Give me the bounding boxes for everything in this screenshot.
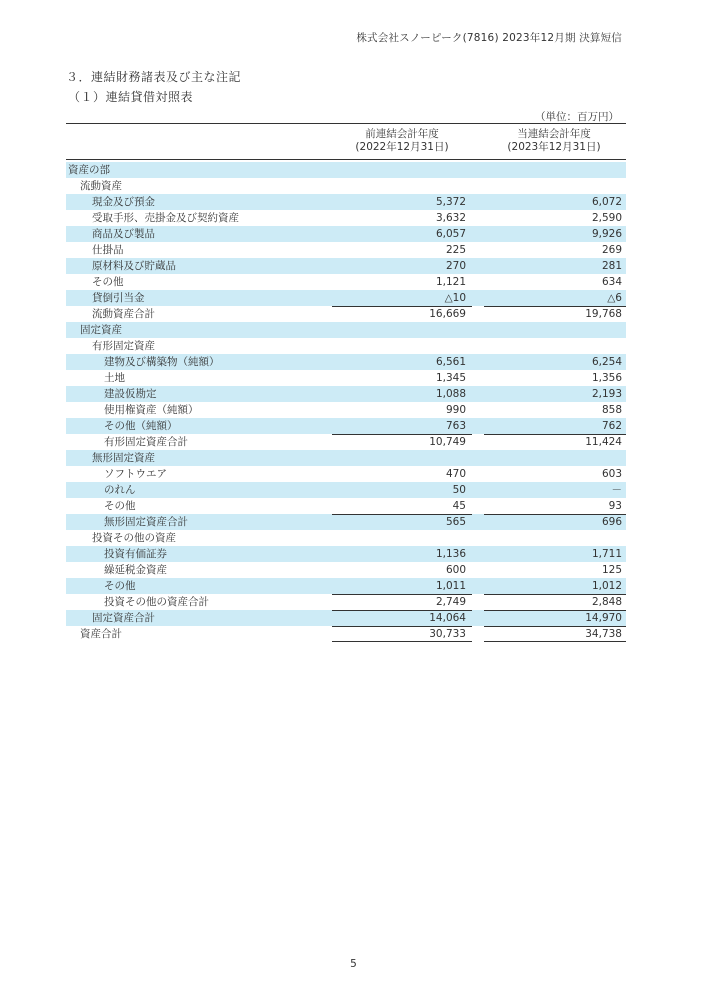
current-year-value: 281 [601, 260, 622, 272]
row-label: 繰延税金資産 [104, 564, 167, 576]
column-header-prior-year [332, 128, 472, 154]
table-row [66, 258, 626, 274]
prior-year-value: 1,136 [435, 548, 466, 560]
unit-label: （単位：百万円） [535, 111, 619, 123]
prior-year-value: 6,561 [435, 356, 466, 368]
table-row [66, 530, 626, 546]
column-header-current-year [484, 128, 624, 154]
subsection-title: （１）連結貸借対照表 [68, 90, 194, 104]
prior-year-value: 1,088 [435, 388, 466, 400]
current-year-value: 762 [601, 420, 622, 432]
current-year-value: 11,424 [484, 434, 626, 450]
row-label: 固定資産 [80, 324, 122, 336]
current-year-value: 6,254 [591, 356, 622, 368]
table-row [66, 386, 626, 402]
current-year-value: 34,738 [484, 626, 626, 642]
current-year-value: 2,848 [484, 594, 626, 610]
row-label: 建物及び構築物（純額） [104, 356, 220, 368]
row-label: その他 [92, 276, 124, 288]
prior-year-value: 270 [445, 260, 466, 272]
current-year-value: 269 [601, 244, 622, 256]
prior-year-value: 600 [445, 564, 466, 576]
current-year-value: 1,012 [591, 580, 622, 592]
prior-year-value: 470 [445, 468, 466, 480]
table-row [66, 594, 626, 610]
row-label: 有形固定資産 [92, 340, 155, 352]
current-year-value: 1,711 [591, 548, 622, 560]
row-label: その他（純額） [104, 420, 178, 432]
row-label: 原材料及び貯蔵品 [92, 260, 176, 272]
row-label: 無形固定資産 [92, 452, 155, 464]
column-header-row [66, 124, 626, 160]
row-label: 建設仮勘定 [104, 388, 157, 400]
prior-year-value: 5,372 [435, 196, 466, 208]
prior-year-value: 30,733 [332, 626, 472, 642]
table-body [66, 162, 626, 642]
prior-year-value: 10,749 [332, 434, 472, 450]
table-row [66, 162, 626, 178]
row-label: 資産の部 [68, 164, 110, 176]
table-row [66, 402, 626, 418]
table-row [66, 498, 626, 514]
table-row [66, 226, 626, 242]
current-year-value: 2,590 [591, 212, 622, 224]
prior-year-value: 1,011 [435, 580, 466, 592]
row-label: 流動資産 [80, 180, 122, 192]
row-label: その他 [104, 500, 136, 512]
row-label: その他 [104, 580, 136, 592]
prior-year-value: 225 [445, 244, 466, 256]
current-year-value: 2,193 [591, 388, 622, 400]
table-row [66, 370, 626, 386]
table-row [66, 450, 626, 466]
current-year-value: 125 [601, 564, 622, 576]
row-label: 無形固定資産合計 [104, 516, 188, 528]
current-year-value: － [611, 484, 622, 496]
balance-sheet-table [66, 123, 626, 642]
row-label: 投資その他の資産合計 [104, 596, 209, 608]
row-label: 固定資産合計 [92, 612, 155, 624]
current-year-value: 858 [601, 404, 622, 416]
row-label: のれん [104, 484, 136, 496]
table-row [66, 194, 626, 210]
prior-year-value: 14,064 [332, 610, 472, 626]
current-year-value: 603 [601, 468, 622, 480]
prior-year-value: 16,669 [332, 306, 472, 322]
row-label: 貸倒引当金 [92, 292, 145, 304]
page-number: 5 [350, 958, 357, 970]
prior-year-value: △10 [444, 292, 466, 304]
row-label: 流動資産合計 [92, 308, 155, 320]
table-row [66, 290, 626, 306]
prior-year-value: 1,121 [435, 276, 466, 288]
row-label: 有形固定資産合計 [104, 436, 188, 448]
current-year-value: 93 [608, 500, 622, 512]
table-row [66, 434, 626, 450]
prior-year-value: 1,345 [435, 372, 466, 384]
prior-year-value: 565 [332, 514, 472, 530]
table-row [66, 354, 626, 370]
table-row [66, 514, 626, 530]
current-year-value: △6 [607, 292, 622, 304]
current-year-value: 19,768 [484, 306, 626, 322]
table-row [66, 322, 626, 338]
current-year-value: 6,072 [591, 196, 622, 208]
table-row [66, 610, 626, 626]
row-label: 使用権資産（純額） [104, 404, 199, 416]
table-row [66, 306, 626, 322]
table-row [66, 338, 626, 354]
column-header-label: 前連結会計年度 [365, 128, 439, 140]
current-year-value: 634 [601, 276, 622, 288]
row-label: 土地 [104, 372, 125, 384]
row-label: 資産合計 [80, 628, 122, 640]
table-row [66, 274, 626, 290]
prior-year-value: 45 [452, 500, 466, 512]
table-row [66, 578, 626, 594]
prior-year-value: 990 [445, 404, 466, 416]
row-label: 投資有価証券 [104, 548, 167, 560]
table-row [66, 562, 626, 578]
table-row [66, 242, 626, 258]
column-header-date: (2023年12月31日) [507, 141, 601, 153]
table-row [66, 178, 626, 194]
section-title: ３．連結財務諸表及び主な注記 [66, 70, 242, 84]
table-row [66, 482, 626, 498]
current-year-value: 1,356 [591, 372, 622, 384]
row-label: 投資その他の資産 [92, 532, 176, 544]
table-row [66, 466, 626, 482]
column-header-label: 当連結会計年度 [517, 128, 591, 140]
row-label: 商品及び製品 [92, 228, 155, 240]
prior-year-value: 3,632 [435, 212, 466, 224]
table-row [66, 626, 626, 642]
current-year-value: 696 [484, 514, 626, 530]
prior-year-value: 2,749 [332, 594, 472, 610]
row-label: 仕掛品 [92, 244, 124, 256]
column-header-date: (2022年12月31日) [355, 141, 449, 153]
table-row [66, 546, 626, 562]
row-label: 受取手形、売掛金及び契約資産 [92, 212, 239, 224]
row-label: ソフトウエア [104, 468, 167, 480]
prior-year-value: 50 [452, 484, 466, 496]
current-year-value: 14,970 [484, 610, 626, 626]
current-year-value: 9,926 [591, 228, 622, 240]
prior-year-value: 6,057 [435, 228, 466, 240]
row-label: 現金及び預金 [92, 196, 155, 208]
table-row [66, 210, 626, 226]
table-row [66, 418, 626, 434]
document-header: 株式会社スノーピーク(7816) 2023年12月期 決算短信 [356, 32, 622, 44]
prior-year-value: 763 [445, 420, 466, 432]
